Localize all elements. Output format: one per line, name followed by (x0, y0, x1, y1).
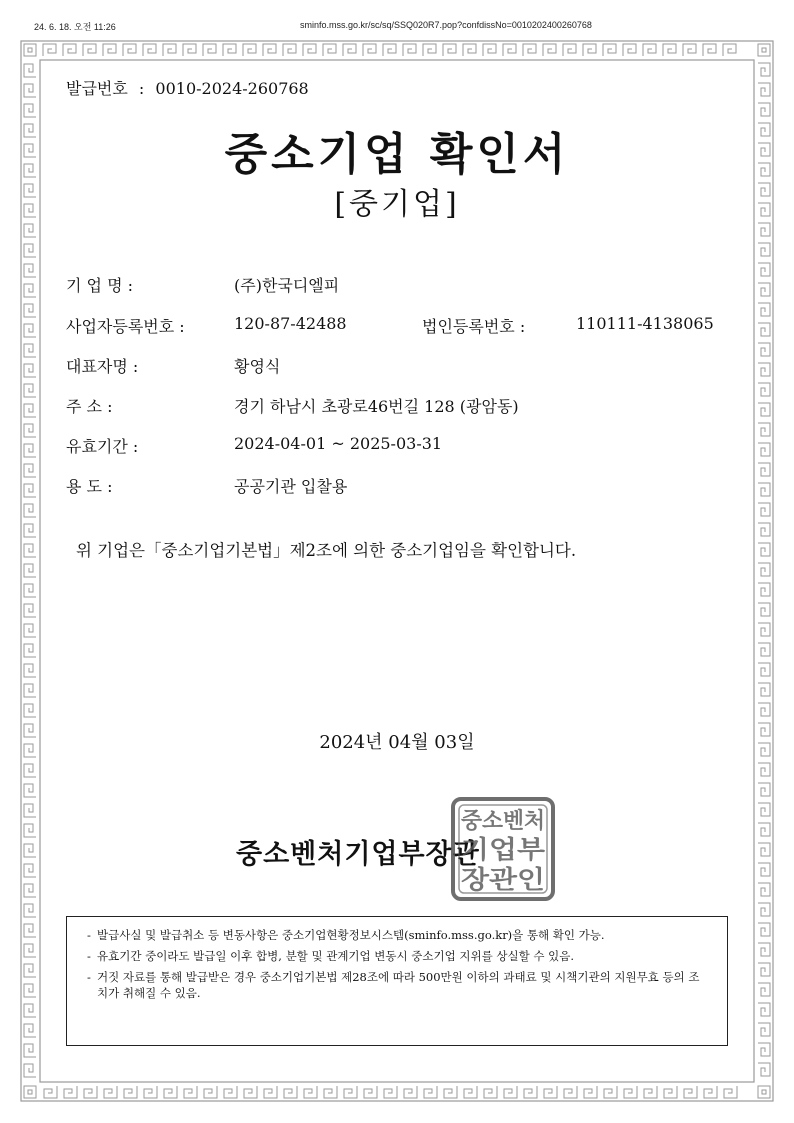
issue-number-value: 0010-2024-260768 (155, 79, 309, 98)
address-label: 주 소 : (66, 397, 113, 416)
company-label: 기 업 명 : (66, 276, 134, 295)
company-row (66, 273, 340, 296)
representative-value: 황영식 (234, 357, 281, 376)
note-text: 유효기간 중이라도 발급일 이후 합병, 분할 및 관계기업 변동시 중소기업 지위를 상실할 수 있음. (97, 949, 574, 963)
official-seal (450, 796, 556, 902)
notes-box (66, 916, 728, 1046)
address-row (66, 394, 519, 417)
certificate-title: 중소기업 확인서 (224, 129, 570, 180)
validity-value: 2024-04-01 ~ 2025-03-31 (234, 434, 443, 453)
issue-date: 2024년 04월 03일 (319, 732, 475, 753)
representative-row (66, 354, 281, 377)
seal-text-line: 장관인 (461, 865, 545, 894)
address-value: 경기 하남시 초광로46번길 128 (광암동) (234, 397, 519, 416)
note-item: - 발급사실 및 발급취소 등 변동사항은 중소기업현황정보시스템(sminfo.mss.go.kr)을 통해 확인 가능. (87, 928, 605, 942)
browser-datetime: 24. 6. 18. 오전 11:26 (34, 22, 116, 32)
seal-text-line: 기업부 (461, 835, 546, 864)
minister-title: 중소벤처기업부장관 (236, 839, 480, 870)
validity-row (66, 434, 443, 457)
note-text: 발급사실 및 발급취소 등 변동사항은 중소기업현황정보시스템(sminfo.mss.go.kr)을 통해 확인 가능. (97, 928, 605, 942)
certificate-subtitle: [중기업] (334, 187, 460, 222)
business-reg-value: 120-87-42488 (234, 314, 347, 333)
corp-reg-value: 110111-4138065 (576, 314, 714, 333)
purpose-value: 공공기관 입찰용 (234, 477, 348, 496)
corp-reg-label: 법인등록번호 : (422, 317, 526, 336)
business-reg-label: 사업자등록번호 : (66, 317, 185, 336)
note-item: - 거짓 자료를 통해 발급받은 경우 중소기업기본법 제28조에 따라 500만원 이하의 과태료 및 시책기관의 지원무효 등의 조치가 취해질 수 있음. (87, 969, 707, 1001)
purpose-row (66, 474, 348, 497)
purpose-label: 용 도 : (66, 477, 113, 496)
registration-row (66, 314, 714, 337)
representative-label: 대표자명 : (66, 357, 139, 376)
validity-label: 유효기간 : (66, 437, 139, 456)
seal-stamp-icon (450, 796, 556, 902)
note-item: - 유효기간 중이라도 발급일 이후 합병, 분할 및 관계기업 변동시 중소기업 지위를 상실할 수 있음. (87, 949, 574, 963)
issue-number-label: 발급번호 (66, 79, 128, 98)
issue-number (66, 76, 309, 99)
browser-url: sminfo.mss.go.kr/sc/sq/SSQ020R7.pop?confdissNo=0010202400260768 (300, 20, 592, 30)
issue-number-separator: : (138, 79, 145, 98)
note-text: 거짓 자료를 통해 발급받은 경우 중소기업기본법 제28조에 따라 500만원 이하의 과태료 및 시책기관의 지원무효 등의 조치가 취해질 수 있음. (97, 970, 700, 1000)
seal-text-line: 중소벤처 (461, 808, 545, 834)
company-value: (주)한국디엘피 (234, 276, 340, 295)
confirmation-statement: 위 기업은「중소기업기본법」제2조에 의한 중소기업임을 확인합니다. (76, 541, 577, 560)
